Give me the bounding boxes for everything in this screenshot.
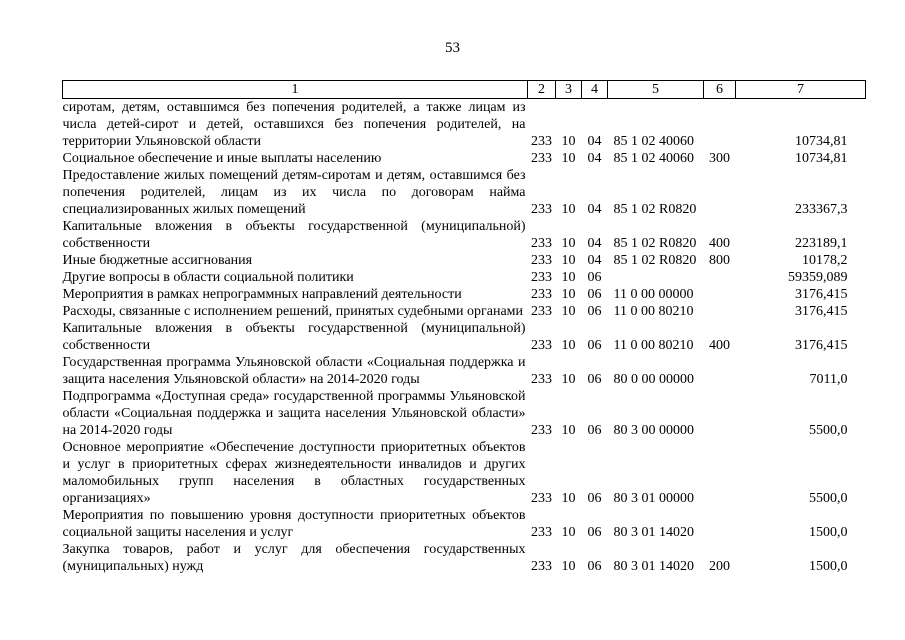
row-name: Государственная программа Ульяновской области «Социальная поддержка и защита населения Ульяновской области» на 2014-2020 годы [62,355,526,387]
row-expense-type [704,286,736,303]
row-expense-type [704,167,736,218]
row-amount: 59359,089 [788,270,848,285]
row-ministry-code: 233 [531,304,552,319]
row-amount: 5500,0 [809,423,848,438]
row-amount: 10734,81 [795,134,848,149]
column-header-5: 5 [608,81,704,99]
row-ministry-code: 233 [531,491,552,506]
table-row [63,303,866,320]
row-expense-type: 300 [709,151,730,166]
row-expense-type [704,439,736,507]
table-row [63,354,866,388]
row-name: Мероприятия в рамках непрограммных направлений деятельности [62,287,462,302]
row-subsection: 04 [587,151,602,166]
row-ministry-code: 233 [531,236,552,251]
row-target-article [608,269,704,286]
row-amount: 10178,2 [802,253,848,268]
column-header-1: 1 [63,81,528,99]
row-target-article: 80 3 01 00000 [613,491,694,506]
row-amount: 3176,415 [795,304,848,319]
table-row [63,388,866,439]
row-amount: 7011,0 [809,372,848,387]
row-name: Капитальные вложения в объекты государственной (муниципальной) собственности [62,321,526,353]
row-subsection: 06 [587,338,602,353]
row-target-article: 85 1 02 40060 [613,151,694,166]
row-amount: 223189,1 [795,236,848,251]
row-ministry-code: 233 [531,253,552,268]
row-ministry-code: 233 [531,372,552,387]
row-expense-type [704,269,736,286]
row-ministry-code: 233 [531,559,552,574]
row-subsection: 06 [587,287,602,302]
row-target-article: 85 1 02 R0820 [613,236,697,251]
row-name: Социальное обеспечение и иные выплаты населению [62,151,382,166]
row-amount: 5500,0 [809,491,848,506]
table-row [63,99,866,151]
row-subsection: 06 [587,423,602,438]
row-ministry-code: 233 [531,151,552,166]
row-section: 10 [561,202,576,217]
row-section: 10 [561,338,576,353]
row-section: 10 [561,236,576,251]
row-amount: 3176,415 [795,338,848,353]
row-amount: 1500,0 [809,525,848,540]
row-target-article: 80 3 01 14020 [613,559,694,574]
column-header-2: 2 [528,81,556,99]
row-ministry-code: 233 [531,338,552,353]
row-target-article: 80 3 00 00000 [613,423,694,438]
row-expense-type: 200 [709,559,730,574]
row-section: 10 [561,491,576,506]
row-section: 10 [561,253,576,268]
row-amount: 3176,415 [795,287,848,302]
row-name: Мероприятия по повышению уровня доступности приоритетных объектов социальной защиты населения и услуг [62,508,526,540]
table-row [63,150,866,167]
row-subsection: 06 [587,372,602,387]
row-target-article: 85 1 02 R0820 [613,253,697,268]
table-row [63,320,866,354]
row-ministry-code: 233 [531,270,552,285]
row-expense-type [704,99,736,151]
row-subsection: 06 [587,491,602,506]
row-target-article: 80 0 00 00000 [613,372,694,387]
row-section: 10 [561,287,576,302]
table-row [63,507,866,541]
row-subsection: 06 [587,559,602,574]
table-row [63,541,866,575]
row-name: Иные бюджетные ассигнования [62,253,253,268]
row-section: 10 [561,525,576,540]
row-subsection: 06 [587,270,602,285]
table-row [63,269,866,286]
column-header-3: 3 [556,81,582,99]
row-subsection: 06 [587,525,602,540]
row-section: 10 [561,270,576,285]
row-expense-type [704,354,736,388]
budget-table [62,80,866,575]
table-header [63,81,866,99]
row-name: Предоставление жилых помещений детям-сиротам и детям, оставшимся без попечения родителей, лицам из их числа по договорам найма специализированных жилых помещений [62,168,526,217]
table-row [63,286,866,303]
row-name: Основное мероприятие «Обеспечение доступности приоритетных объектов и услуг в приоритетных сферах жизнедеятельности инвалидов и других маломобильных групп населения в областных государственных организациях» [62,440,526,506]
row-target-article: 11 0 00 80210 [613,338,694,353]
row-name: Расходы, связанные с исполнением решений, принятых судебными органами [62,304,524,319]
row-expense-type: 400 [709,236,730,251]
table-body [63,99,866,576]
table-row [63,252,866,269]
row-name: сиротам, детям, оставшимся без попечения родителей, а также лицам из числа детей-сирот и детей, оставшихся без попечения родителей, на территории Ульяновской области [62,100,526,149]
row-expense-type [704,507,736,541]
row-name: Капитальные вложения в объекты государственной (муниципальной) собственности [62,219,526,251]
row-target-article: 85 1 02 R0820 [613,202,697,217]
row-name: Другие вопросы в области социальной политики [62,270,354,285]
row-section: 10 [561,134,576,149]
column-header-4: 4 [582,81,608,99]
row-target-article: 11 0 00 00000 [613,287,694,302]
row-subsection: 04 [587,236,602,251]
row-subsection: 04 [587,253,602,268]
row-name: Подпрограмма «Доступная среда» государственной программы Ульяновской области «Социальная поддержка и защита населения Ульяновской области» на 2014-2020 годы [62,389,526,438]
row-subsection: 06 [587,304,602,319]
row-section: 10 [561,559,576,574]
row-expense-type: 400 [709,338,730,353]
row-section: 10 [561,372,576,387]
row-target-article: 85 1 02 40060 [613,134,694,149]
header-row [63,81,866,99]
row-expense-type [704,388,736,439]
table-row [63,167,866,218]
column-header-7: 7 [736,81,866,99]
row-subsection: 04 [587,202,602,217]
column-header-6: 6 [704,81,736,99]
row-amount: 10734,81 [795,151,848,166]
row-ministry-code: 233 [531,287,552,302]
row-section: 10 [561,423,576,438]
row-target-article: 11 0 00 80210 [613,304,694,319]
table-row [63,218,866,252]
page-number: 53 [445,40,460,56]
row-expense-type [704,303,736,320]
row-amount: 233367,3 [795,202,848,217]
row-subsection: 04 [587,134,602,149]
row-expense-type: 800 [709,253,730,268]
row-ministry-code: 233 [531,525,552,540]
row-amount: 1500,0 [809,559,848,574]
row-section: 10 [561,304,576,319]
row-name: Закупка товаров, работ и услуг для обеспечения государственных (муниципальных) нужд [62,542,526,574]
row-section: 10 [561,151,576,166]
row-ministry-code: 233 [531,134,552,149]
table-row [63,439,866,507]
row-target-article: 80 3 01 14020 [613,525,694,540]
row-ministry-code: 233 [531,202,552,217]
row-ministry-code: 233 [531,423,552,438]
